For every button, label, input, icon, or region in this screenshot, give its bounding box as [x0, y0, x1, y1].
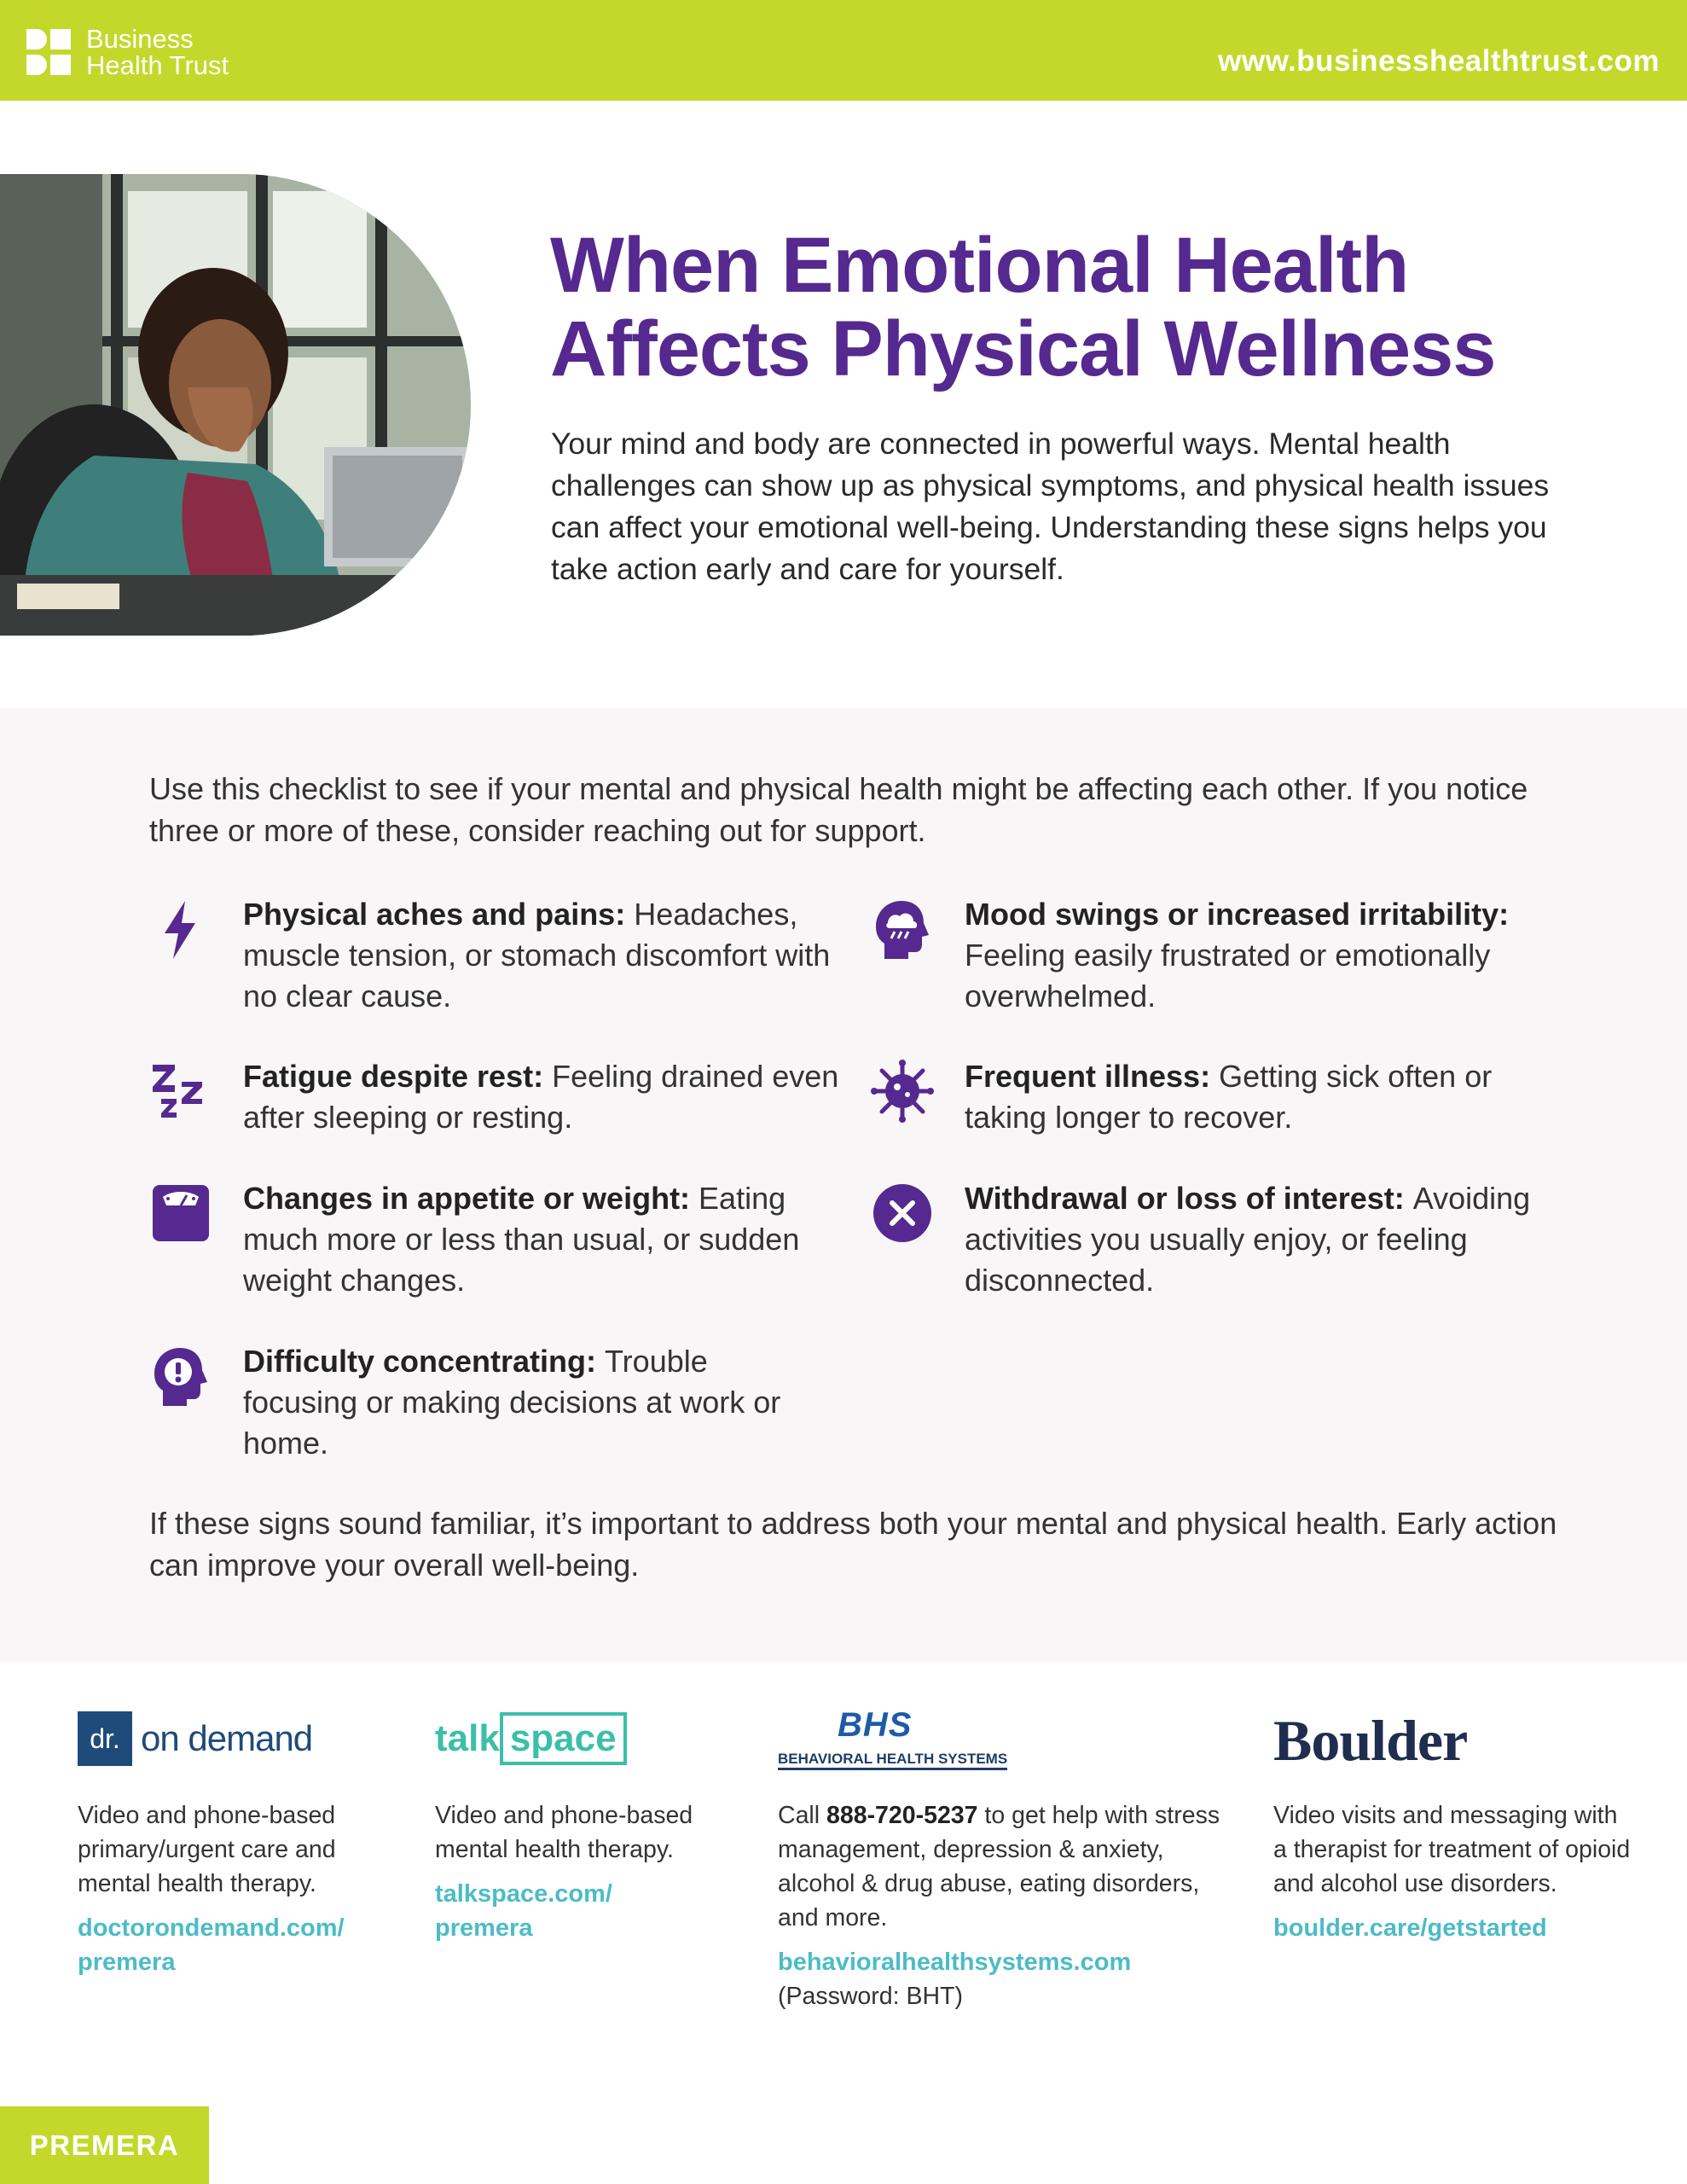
item-title: Withdrawal or loss of interest: — [965, 1181, 1413, 1216]
bhs-desc-prefix: Call — [778, 1802, 827, 1829]
item-title: Difficulty concentrating: — [243, 1344, 606, 1379]
brand-line-2: Health Trust — [86, 50, 229, 80]
item-title: Fatigue despite rest: — [243, 1059, 553, 1094]
header-bar — [0, 0, 1687, 101]
bhs-phone[interactable]: 888-720-5237 — [826, 1802, 978, 1829]
item-text: Avoiding activities you usually enjoy, or feeling disconnected. — [965, 1181, 1531, 1298]
x-circle-icon — [871, 1182, 934, 1245]
link-line-2: premera — [78, 1949, 176, 1976]
bhs-password-note: (Password: BHT) — [778, 1983, 963, 2010]
item-title: Changes in appetite or weight: — [243, 1181, 699, 1216]
talkspace-logo-space: space — [500, 1712, 627, 1765]
mind-alert-icon — [149, 1345, 212, 1408]
hero-intro: Your mind and body are connected in powerful ways. Mental health challenges can show up as physical symptoms, and physical health issues can affect your emotional well-being. Understanding these signs helps you take action early and care for yourself. — [551, 427, 1550, 586]
item-title: Mood swings or increased irritability: — [965, 897, 1510, 932]
page-title — [550, 224, 1495, 391]
bhs-logo[interactable] — [778, 1706, 1221, 1771]
brand-line-1: Business — [86, 24, 194, 54]
checklist-item-illness — [965, 1056, 1545, 1138]
resource-boulder — [1273, 1706, 1632, 1945]
logo-text — [86, 26, 229, 78]
item-text: Feeling easily frustrated or emotionally overwhelmed. — [965, 938, 1491, 1014]
checklist-item-mood — [965, 894, 1545, 1017]
resource-description: Video visits and messaging with a therapist for treatment of opioid and alcohol use disorders. — [1273, 1802, 1631, 1897]
doctor-on-demand-link[interactable] — [78, 1911, 385, 1979]
resource-description: Video and phone-based primary/urgent care and mental health therapy. — [78, 1802, 336, 1897]
link-line-1: talkspace.com/ — [435, 1880, 612, 1908]
resource-talkspace — [435, 1706, 725, 1945]
sleep-zzz-icon — [149, 1060, 212, 1123]
checklist-item-appetite — [243, 1178, 840, 1301]
link-line-2: premera — [435, 1914, 533, 1942]
boulder-logo[interactable]: Boulder — [1273, 1708, 1468, 1773]
talkspace-link[interactable] — [435, 1877, 725, 1945]
item-text: Getting sick often or taking longer to recover. — [965, 1059, 1493, 1135]
item-text: Headaches, muscle tension, or stomach discomfort with no clear cause. — [243, 897, 831, 1014]
bhs-desc-suffix: to get help with stress management, depression & anxiety, alcohol & drug abuse, eating disorders, and more. — [778, 1802, 1220, 1931]
bhs-logo-abbr: BHS — [838, 1706, 913, 1744]
talkspace-logo[interactable] — [435, 1706, 725, 1771]
premera-badge: PREMERA — [0, 2106, 209, 2184]
title-line-1: When Emotional Health — [550, 222, 1409, 309]
link-line-1: doctorondemand.com/ — [78, 1914, 345, 1942]
item-title: Physical aches and pains: — [243, 897, 635, 932]
business-health-trust-logo[interactable] — [26, 26, 229, 78]
item-text: Trouble focusing or making decisions at work or home. — [243, 1344, 781, 1461]
logo-mark-icon — [26, 29, 71, 75]
title-line-2: Affects Physical Wellness — [550, 305, 1496, 392]
checklist-item-fatigue — [243, 1056, 840, 1138]
resource-doctor-on-demand — [78, 1706, 385, 1979]
checklist-item-withdrawal — [965, 1178, 1545, 1301]
doctor-on-demand-logo[interactable] — [78, 1706, 385, 1771]
on-demand-logo-text: on demand — [141, 1718, 313, 1758]
checklist-intro: Use this checklist to see if your mental and physical health might be affecting each other. If you notice three or more of these, consider reaching out for support. — [149, 771, 1528, 848]
scale-icon — [149, 1182, 212, 1245]
virus-icon — [871, 1060, 934, 1123]
lightning-bolt-icon — [149, 897, 212, 961]
bhs-logo-full: BEHAVIORAL HEALTH SYSTEMS — [778, 1751, 1007, 1770]
dr-logo-mark: dr. — [78, 1711, 132, 1766]
resource-behavioral-health-systems — [778, 1706, 1221, 2013]
checklist-item-concentration — [243, 1341, 823, 1464]
stressed-woman-illustration — [0, 174, 471, 636]
hero-photo — [0, 174, 471, 636]
talkspace-logo-talk: talk — [435, 1717, 500, 1759]
website-link[interactable]: www.businesshealthtrust.com — [1218, 44, 1660, 78]
item-text: Feeling drained even after sleeping or resting. — [243, 1059, 839, 1135]
item-title: Frequent illness: — [965, 1059, 1220, 1094]
boulder-link[interactable]: boulder.care/getstarted — [1273, 1914, 1547, 1942]
checklist-outro: If these signs sound familiar, it’s important to address both your mental and physical health. Early action can improve your overall well-being. — [149, 1506, 1557, 1583]
resource-description: Video and phone-based mental health therapy. — [435, 1802, 693, 1863]
resource-description — [778, 1798, 1221, 1935]
mind-storm-icon — [871, 897, 934, 961]
bhs-link[interactable]: behavioralhealthsystems.com — [778, 1949, 1132, 1976]
checklist-item-aches — [243, 894, 840, 1017]
item-text: Eating much more or less than usual, or sudden weight changes. — [243, 1181, 800, 1298]
